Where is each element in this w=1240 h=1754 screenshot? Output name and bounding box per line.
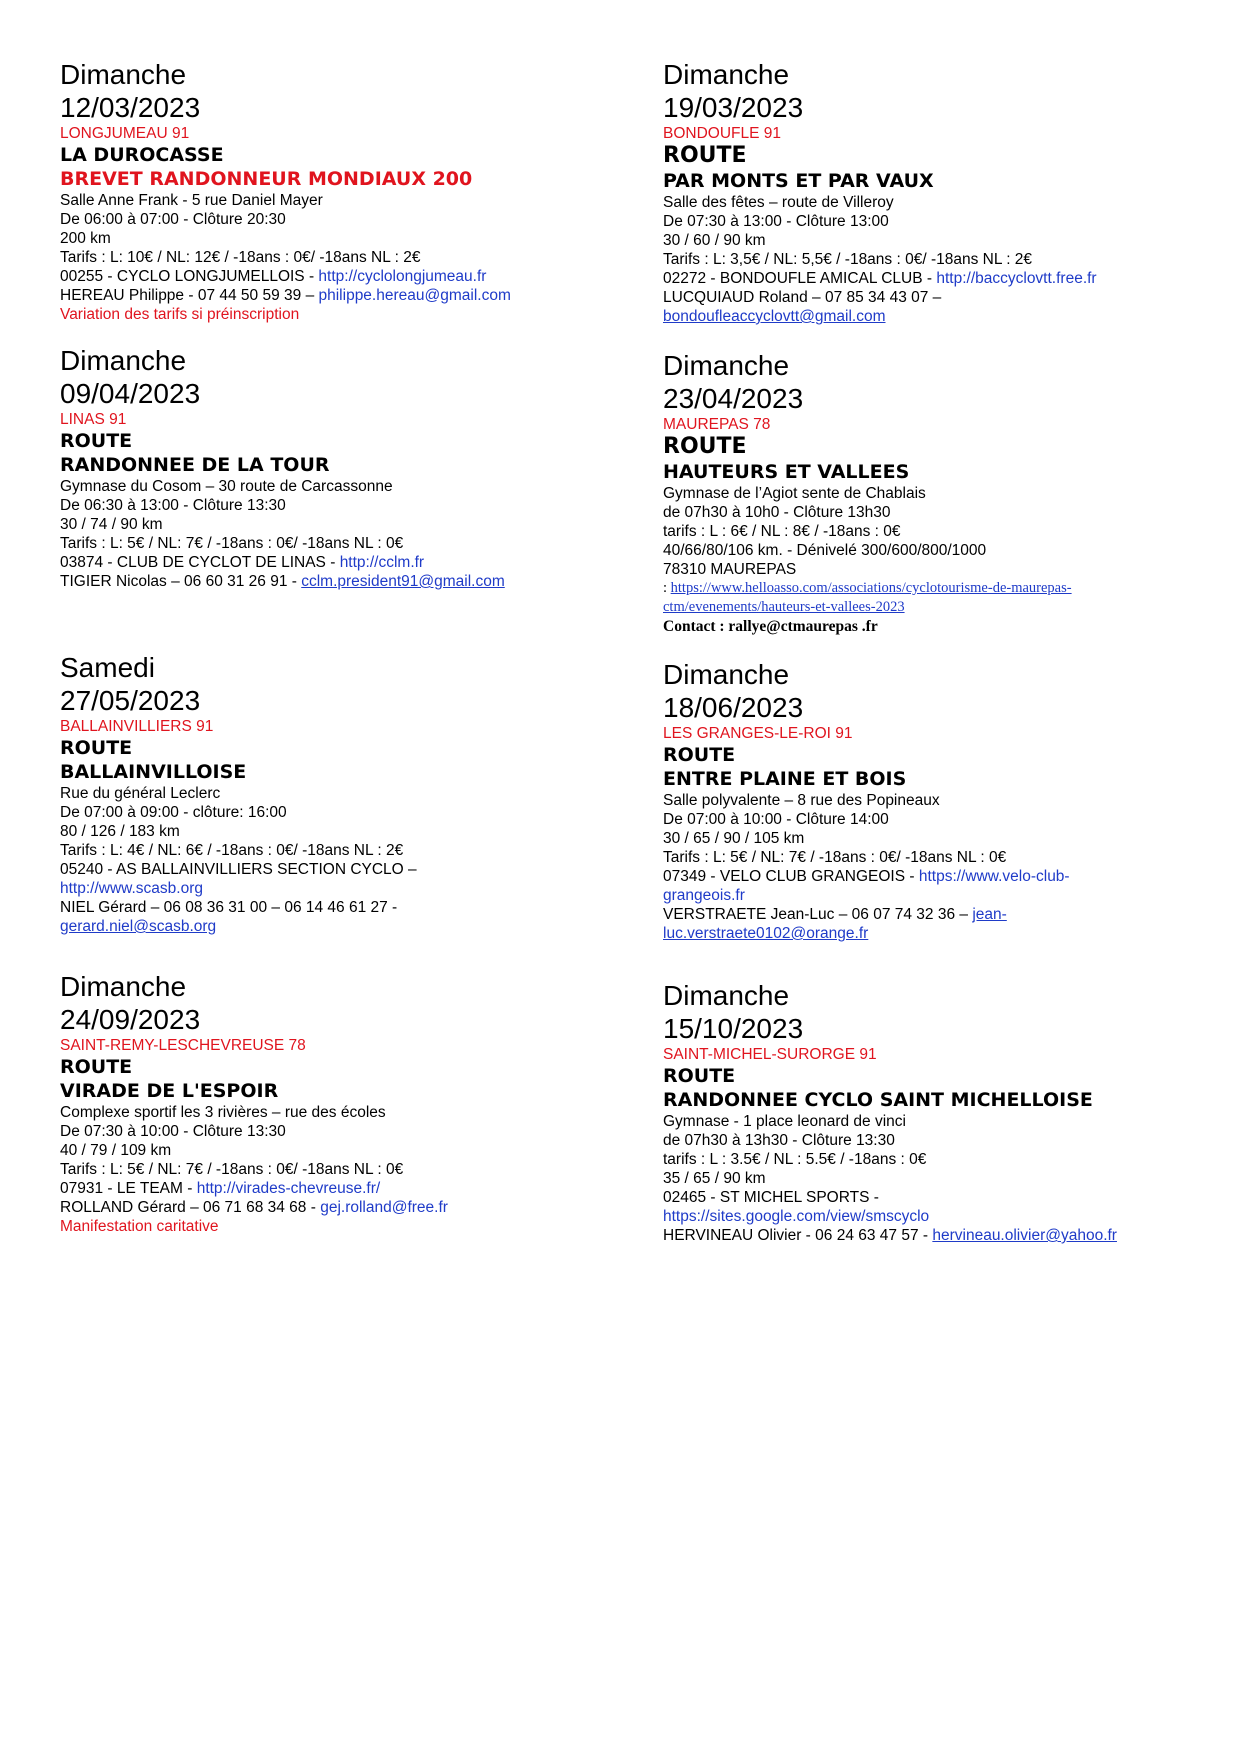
event-date: 15/10/2023	[663, 1013, 804, 1044]
event-place: Gymnase du Cosom – 30 route de Carcassonne	[60, 478, 393, 495]
contact-email-link[interactable]: cclm.president91@gmail.com	[301, 573, 505, 590]
event-date: 24/09/2023	[60, 1004, 201, 1035]
event-day: Samedi	[60, 652, 155, 683]
event-title: ROUTE	[60, 1056, 133, 1078]
event-subtitle: VIRADE DE L'ESPOIR	[60, 1080, 279, 1102]
event-subtitle: RANDONNEE CYCLO SAINT MICHELLOISE	[663, 1089, 1093, 1111]
contact-name: VERSTRAETE Jean-Luc – 06 07 74 32 36 –	[663, 906, 973, 923]
contact-name: HEREAU Philippe - 07 44 50 59 39 –	[60, 287, 319, 304]
event-prices: Tarifs : L: 4€ / NL: 6€ / -18ans : 0€/ -18ans NL : 2€	[60, 842, 404, 859]
contact-email-link-cont[interactable]: luc.verstraete0102@orange.fr	[663, 925, 869, 942]
event-club	[663, 867, 1203, 886]
event-day: Dimanche	[663, 59, 790, 90]
event-city: SAINT-REMY-LESCHEVREUSE 78	[60, 1037, 306, 1054]
event-hours: De 07:30 à 13:00 - Clôture 13:00	[663, 213, 889, 230]
event-club-url	[60, 879, 600, 898]
event-subtitle: ENTRE PLAINE ET BOIS	[663, 768, 907, 790]
event-subtitle: HAUTEURS ET VALLEES	[663, 461, 910, 483]
event-contact-email	[60, 917, 600, 936]
contact-email-link[interactable]: gerard.niel@scasb.org	[60, 918, 217, 935]
event-hours: de 07h30 à 10h0 - Clôture 13h30	[663, 504, 891, 521]
contact-email-link[interactable]: gej.rolland@free.fr	[320, 1199, 448, 1216]
event-contact: Contact : rallye@ctmaurepas .fr	[663, 618, 878, 635]
event-card	[60, 970, 600, 1236]
event-place: Salle polyvalente – 8 rue des Popineaux	[663, 792, 940, 809]
event-title: LA DUROCASSE	[60, 144, 224, 166]
event-day: Dimanche	[663, 659, 790, 690]
event-hours: De 07:00 à 10:00 - Clôture 14:00	[663, 811, 889, 828]
club-link[interactable]: http://www.scasb.org	[60, 880, 204, 897]
event-prices: Tarifs : L: 5€ / NL: 7€ / -18ans : 0€/ -18ans NL : 0€	[60, 1161, 404, 1178]
event-place: Salle des fêtes – route de Villeroy	[663, 194, 894, 211]
event-date: 12/03/2023	[60, 92, 201, 123]
event-city: LINAS 91	[60, 411, 127, 428]
event-day: Dimanche	[663, 980, 790, 1011]
event-card	[60, 58, 600, 324]
event-title: ROUTE	[663, 434, 747, 459]
contact-name: HERVINEAU Olivier - 06 24 63 47 57 -	[663, 1227, 933, 1244]
event-club	[60, 553, 600, 572]
event-distance: 40/66/80/106 km. - Dénivelé 300/600/800/1000	[663, 542, 987, 559]
contact-name: ROLLAND Gérard – 06 71 68 34 68 -	[60, 1199, 321, 1216]
event-title: ROUTE	[60, 430, 133, 452]
event-day: Dimanche	[663, 350, 790, 381]
contact-email-link[interactable]: jean-	[972, 906, 1007, 923]
url-prefix: :	[663, 580, 671, 596]
contact-email-link[interactable]: philippe.hereau@gmail.com	[318, 287, 511, 304]
event-contact-email-cont	[663, 924, 1203, 943]
contact-email-link[interactable]: hervineau.olivier@yahoo.fr	[932, 1227, 1117, 1244]
event-note: Variation des tarifs si préinscription	[60, 306, 300, 323]
club-name: 02272 - BONDOUFLE AMICAL CLUB -	[663, 270, 937, 287]
event-prices: tarifs : L : 6€ / NL : 8€ / -18ans : 0€	[663, 523, 901, 540]
event-title: ROUTE	[663, 1065, 736, 1087]
event-contact	[60, 572, 600, 591]
event-subtitle: RANDONNEE DE LA TOUR	[60, 454, 330, 476]
club-name: 07931 - LE TEAM -	[60, 1180, 197, 1197]
event-prices: Tarifs : L: 5€ / NL: 7€ / -18ans : 0€/ -18ans NL : 0€	[663, 849, 1007, 866]
club-name: 07349 - VELO CLUB GRANGEOIS -	[663, 868, 919, 885]
club-link[interactable]: http://baccyclovtt.free.fr	[936, 270, 1097, 287]
event-hours: De 06:00 à 07:00 - Clôture 20:30	[60, 211, 286, 228]
event-card	[60, 651, 600, 936]
event-date: 09/04/2023	[60, 378, 201, 409]
event-day: Dimanche	[60, 59, 187, 90]
event-url-link[interactable]: https://www.helloasso.com/associations/cyclotourisme-de-maurepas-	[670, 580, 1072, 596]
event-place: Gymnase - 1 place leonard de vinci	[663, 1113, 906, 1130]
event-distance: 40 / 79 / 109 km	[60, 1142, 172, 1159]
event-hours: De 06:30 à 13:00 - Clôture 13:30	[60, 497, 286, 514]
event-card	[663, 58, 1203, 326]
event-distance: 30 / 74 / 90 km	[60, 516, 163, 533]
event-card	[60, 344, 600, 591]
event-contact	[60, 286, 600, 305]
event-prices: Tarifs : L: 3,5€ / NL: 5,5€ / -18ans : 0€/ -18ans NL : 2€	[663, 251, 1033, 268]
event-place: Rue du général Leclerc	[60, 785, 221, 802]
event-postcode: 78310 MAUREPAS	[663, 561, 797, 578]
event-note: Manifestation caritative	[60, 1218, 219, 1235]
event-prices: tarifs : L : 3.5€ / NL : 5.5€ / -18ans : 0€	[663, 1151, 927, 1168]
event-club: 02465 - ST MICHEL SPORTS -	[663, 1189, 879, 1206]
event-card	[663, 658, 1203, 943]
event-place: Gymnase de l’Agiot sente de Chablais	[663, 485, 926, 502]
event-prices: Tarifs : L: 10€ / NL: 12€ / -18ans : 0€/ -18ans NL : 2€	[60, 249, 421, 266]
event-club	[60, 267, 600, 286]
club-link[interactable]: http://cyclolongjumeau.fr	[318, 268, 487, 285]
event-title: ROUTE	[663, 143, 747, 168]
event-contact	[663, 905, 1203, 924]
event-city: MAUREPAS 78	[663, 416, 771, 433]
event-contact: NIEL Gérard – 06 08 36 31 00 – 06 14 46 61 27 -	[60, 899, 398, 916]
event-date: 19/03/2023	[663, 92, 804, 123]
event-city: SAINT-MICHEL-SURORGE 91	[663, 1046, 877, 1063]
event-prices: Tarifs : L: 5€ / NL: 7€ / -18ans : 0€/ -18ans NL : 0€	[60, 535, 404, 552]
event-date: 23/04/2023	[663, 383, 804, 414]
club-name: 03874 - CLUB DE CYCLOT DE LINAS -	[60, 554, 340, 571]
event-distance: 35 / 65 / 90 km	[663, 1170, 766, 1187]
club-name: 00255 - CYCLO LONGJUMELLOIS -	[60, 268, 319, 285]
event-hours: de 07h30 à 13h30 - Clôture 13:30	[663, 1132, 895, 1149]
event-distance: 30 / 65 / 90 / 105 km	[663, 830, 805, 847]
event-distance: 80 / 126 / 183 km	[60, 823, 180, 840]
event-city: BONDOUFLE 91	[663, 125, 782, 142]
event-title: ROUTE	[60, 737, 133, 759]
club-link[interactable]: http://virades-chevreuse.fr/	[196, 1180, 381, 1197]
club-link[interactable]: https://sites.google.com/view/smscyclo	[663, 1208, 930, 1225]
club-link-cont[interactable]: grangeois.fr	[663, 887, 745, 904]
club-link[interactable]: https://www.velo-club-	[918, 868, 1070, 885]
event-subtitle: PAR MONTS ET PAR VAUX	[663, 170, 934, 192]
event-club-url-cont	[663, 886, 1203, 905]
event-club: 05240 - AS BALLAINVILLIERS SECTION CYCLO –	[60, 861, 417, 878]
event-hours: De 07:00 à 09:00 - clôture: 16:00	[60, 804, 287, 821]
event-day: Dimanche	[60, 971, 187, 1002]
event-distance: 30 / 60 / 90 km	[663, 232, 766, 249]
event-city: LONGJUMEAU 91	[60, 125, 190, 142]
event-date: 27/05/2023	[60, 685, 201, 716]
event-contact-email	[663, 307, 1203, 326]
event-club	[60, 1179, 600, 1198]
event-place: Salle Anne Frank - 5 rue Daniel Mayer	[60, 192, 323, 209]
event-card	[663, 349, 1203, 636]
contact-email-link[interactable]: bondoufleaccyclovtt@gmail.com	[663, 308, 886, 325]
event-date: 18/06/2023	[663, 692, 804, 723]
event-title: ROUTE	[663, 744, 736, 766]
event-city: BALLAINVILLIERS 91	[60, 718, 214, 735]
event-distance: 200 km	[60, 230, 111, 247]
event-club-url	[663, 1207, 1203, 1226]
event-subtitle: BALLAINVILLOISE	[60, 761, 247, 783]
event-city: LES GRANGES-LE-ROI 91	[663, 725, 853, 742]
event-day: Dimanche	[60, 345, 187, 376]
event-url-link-cont[interactable]: ctm/evenements/hauteurs-et-vallees-2023	[663, 599, 905, 615]
event-url-line	[663, 579, 1203, 598]
event-subtitle: BREVET RANDONNEUR MONDIAUX 200	[60, 168, 473, 190]
event-contact	[60, 1198, 600, 1217]
event-hours: De 07:30 à 10:00 - Clôture 13:30	[60, 1123, 286, 1140]
contact-name: TIGIER Nicolas – 06 60 31 26 91 -	[60, 573, 302, 590]
club-link[interactable]: http://cclm.fr	[339, 554, 425, 571]
event-card	[663, 979, 1203, 1245]
event-contact	[663, 1226, 1203, 1245]
event-contact: LUCQUIAUD Roland – 07 85 34 43 07 –	[663, 289, 942, 306]
event-club	[663, 269, 1203, 288]
event-place: Complexe sportif les 3 rivières – rue des écoles	[60, 1104, 386, 1121]
